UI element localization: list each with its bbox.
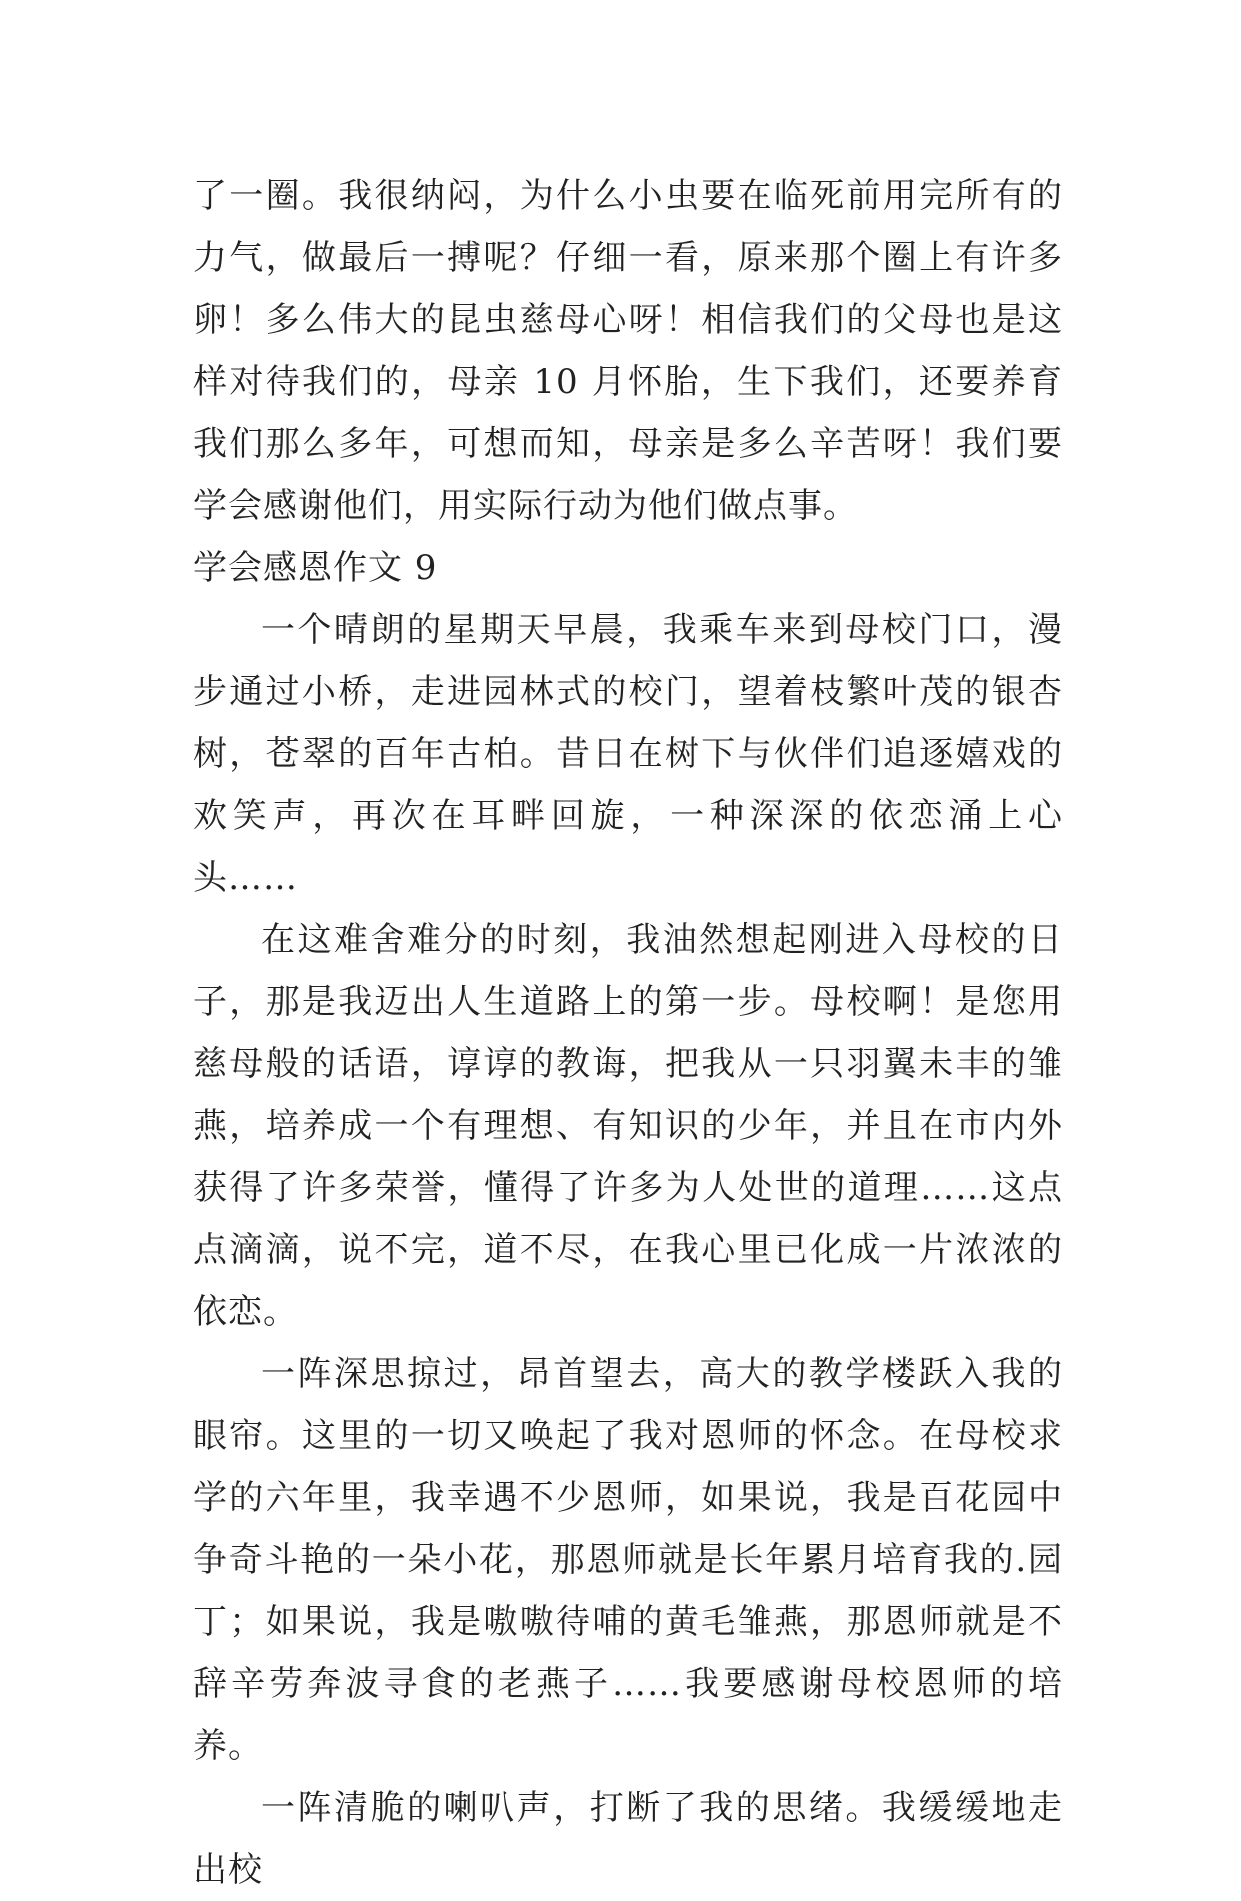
paragraph: 在这难舍难分的时刻，我油然想起刚进入母校的日子，那是我迈出人生道路上的第一步。母校啊！是您用慈母般的话语，谆谆的教诲，把我从一只羽翼未丰的雏燕，培养成一个有理想、有知识的少年，并且在市内外获得了许多荣誉，懂得了许多为人处世的道理……这点点滴滴，说不完，道不尽，在我心里已化成一片浓浓的依恋。 <box>193 920 1063 1332</box>
essay-heading: 学会感恩作文 9 <box>193 548 438 588</box>
paragraph: 一阵深思掠过，昂首望去，高大的教学楼跃入我的眼帘。这里的一切又唤起了我对恩师的怀念。在母校求学的六年里，我幸遇不少恩师，如果说，我是百花园中争奇斗艳的一朵小花，那恩师就是长年累月培育我的.园丁；如果说，我是嗷嗷待哺的黄毛雏燕，那恩师就是不辞辛劳奔波寻食的老燕子……我要感谢母校恩师的培养。 <box>193 1354 1063 1766</box>
paragraph-continuation: 了一圈。我很纳闷，为什么小虫要在临死前用完所有的力气，做最后一搏呢？仔细一看，原来那个圈上有许多卵！多么伟大的昆虫慈母心呀！相信我们的父母也是这样对待我们的，母亲 10 月怀胎，生下我们，还要养育我们那么多年，可想而知，母亲是多么辛苦呀！我们要学会感谢他们，用实际行动为他们做点事。 <box>193 176 1063 526</box>
document-body <box>193 165 1063 1901</box>
paragraph: 一个晴朗的星期天早晨，我乘车来到母校门口，漫步通过小桥，走进园林式的校门，望着枝繁叶茂的银杏树，苍翠的百年古柏。昔日在树下与伙伴们追逐嬉戏的欢笑声，再次在耳畔回旋，一种深深的依恋涌上心头…… <box>193 610 1063 898</box>
paragraph: 一阵清脆的喇叭声，打断了我的思绪。我缓缓地走出校 <box>193 1788 1063 1890</box>
